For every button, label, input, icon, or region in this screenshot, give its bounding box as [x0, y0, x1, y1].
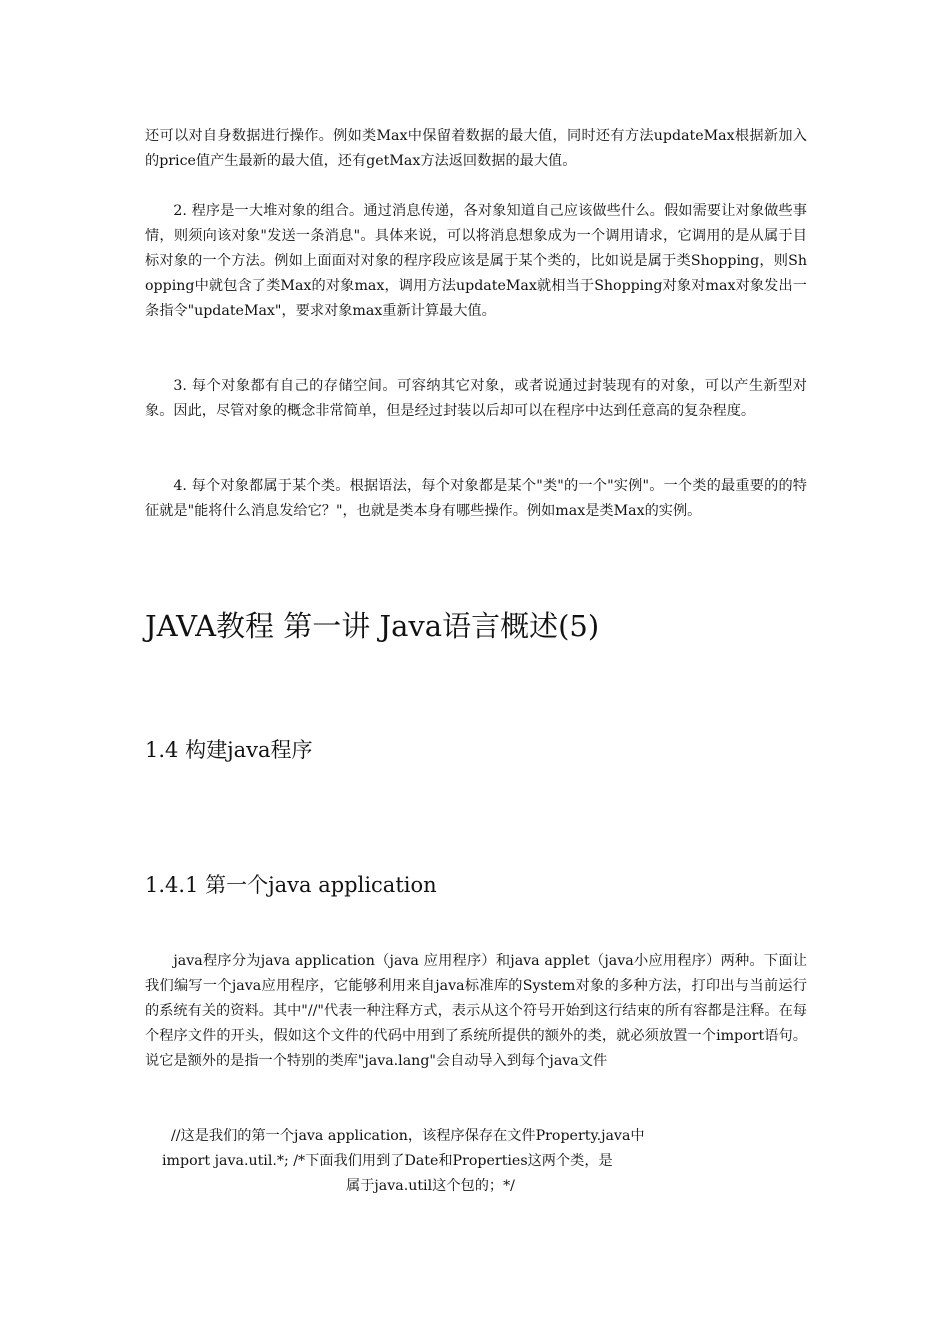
- body-paragraph: java程序分为java application（java 应用程序）和java applet（java小应用程序）两种。下面让我们编写一个java应用程序，它能够利用来自java标准库的System对象的多种方法，打印出与当前运行的系统有关的资料。其中"//"代表一种注释方式，表示从这个符号开始到这行结束的所有容都是注释。在每个程序文件的开头，假如这个文件的代码中用到了系统所提供的额外的类，就必须放置一个import语句。说它是额外的是指一个特别的类库"java.lang"会自动导入到每个java文件: [145, 953, 807, 1069]
- intro-paragraph: 还可以对自身数据进行操作。例如类Max中保留着数据的最大值，同时还有方法updateMax根据新加入的price值产生最新的最大值，还有getMax方法返回数据的最大值。: [145, 128, 807, 169]
- code-import-line: import java.util.*; /*下面我们用到了Date和Properties这两个类，是: [162, 1153, 613, 1169]
- code-comment-line: //这是我们的第一个java application，该程序保存在文件Property.java中: [171, 1128, 645, 1144]
- section-heading: 1.4 构建java程序: [145, 738, 313, 762]
- code-continuation-line: 属于java.util这个包的；*/: [346, 1178, 515, 1194]
- point-4-paragraph: 4. 每个对象都属于某个类。根据语法，每个对象都是某个"类"的一个"实例"。一个类的最重要的的特征就是"能将什么消息发给它？"，也就是类本身有哪些操作。例如max是类Max的实例。: [145, 478, 807, 519]
- point-2-paragraph: 2. 程序是一大堆对象的组合。通过消息传递，各对象知道自己应该做些什么。假如需要让对象做些事情，则须向该对象"发送一条消息"。具体来说，可以将消息想象成为一个调用请求，它调用的是从属于目标对象的一个方法。例如上面面对对象的程序段应该是属于某个类的，比如说是属于类Shopping，则Shopping中就包含了类Max的对象max，调用方法updateMax就相当于Shopping对象对max对象发出一条指令"updateMax"，要求对象max重新计算最大值。: [145, 203, 807, 319]
- subsection-heading: 1.4.1 第一个java application: [145, 873, 437, 897]
- lecture-title: JAVA教程 第一讲 Java语言概述(5): [145, 609, 600, 643]
- point-3-paragraph: 3. 每个对象都有自己的存储空间。可容纳其它对象，或者说通过封装现有的对象，可以产生新型对象。因此，尽管对象的概念非常简单，但是经过封装以后却可以在程序中达到任意高的复杂程度。: [145, 378, 807, 419]
